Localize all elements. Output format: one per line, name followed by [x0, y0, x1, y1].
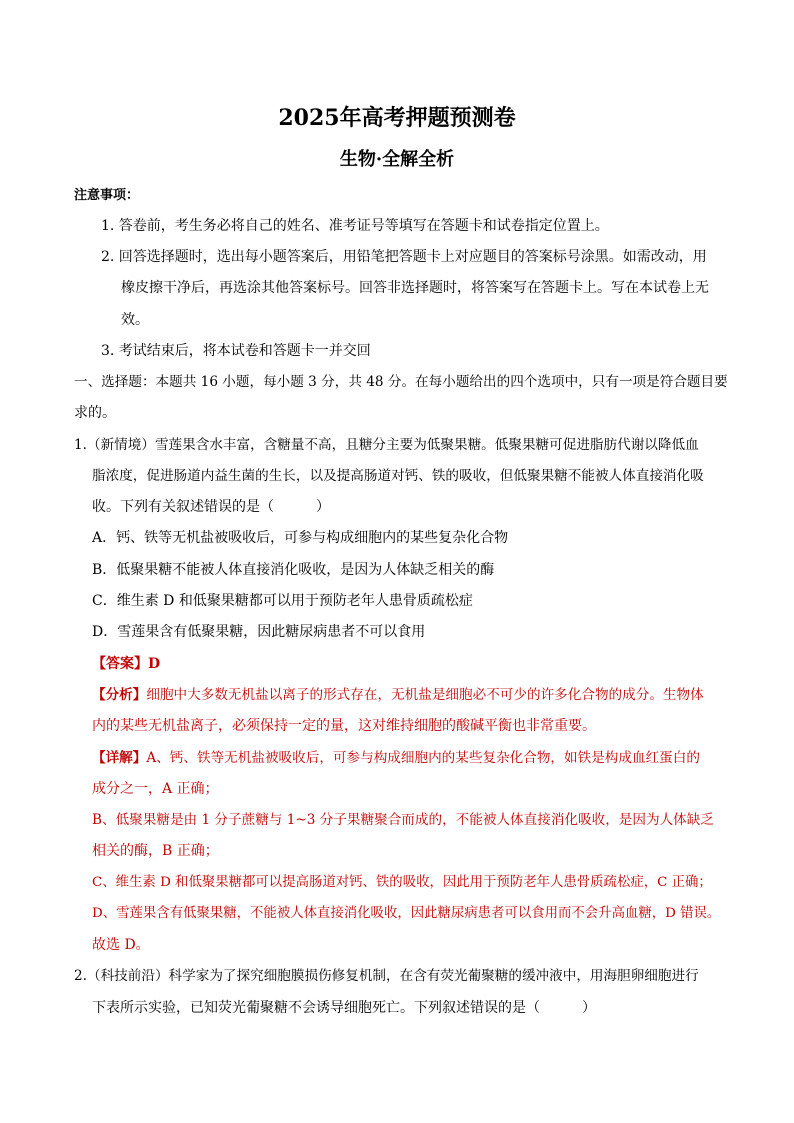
q1-stem-line-3: 收。下列有关叙述错误的是（ ）: [92, 499, 330, 515]
q1-stem-line-2: 脂浓度，促进肠道内益生菌的生长，以及提高肠道对钙、铁的吸收，但低聚果糖不能被人体直接消化吸: [92, 468, 704, 484]
q1-option-d: D．雪莲果含有低聚果糖，因此糖尿病患者不可以食用: [92, 624, 426, 640]
notice-item-3: 3. 考试结束后，将本试卷和答题卡一并交回: [101, 343, 371, 359]
answer-value: D: [148, 656, 161, 672]
q1-answer: [92, 654, 160, 674]
q1-detail-line-4: 相关的酶，B 正确；: [92, 843, 219, 859]
notice-item-2-cont: 橡皮擦干净后，再选涂其他答案标号。回答非选择题时，将答案写在答题卡上。写在本试卷上无: [121, 280, 709, 296]
page-subtitle: 生物·全解全析: [339, 149, 455, 170]
q1-analysis-line-2: 内的某些无机盐离子，必须保持一定的量，这对维持细胞的酸碱平衡也非常重要。: [92, 718, 596, 734]
section-heading-cont: 求的。: [74, 405, 116, 421]
analysis-text-1: 细胞中大多数无机盐以离子的形式存在，无机盐是细胞必不可少的许多化合物的成分。生物体: [146, 687, 704, 703]
q1-detail-line-6: D、雪莲果含有低聚果糖，不能被人体直接消化吸收，因此糖尿病患者可以食用而不会升高血糖，D 错误。: [92, 906, 721, 921]
section-heading: 一、选择题：本题共 16 小题，每小题 3 分，共 48 分。在每小题给出的四个选项中，只有一项是符合题目要: [74, 374, 728, 390]
q1-detail-line-2: 成分之一，A 正确；: [92, 781, 219, 797]
q1-detail: [92, 748, 700, 768]
notice-item-1: 1. 答卷前，考生务必将自己的姓名、准考证号等填写在答题卡和试卷指定位置上。: [101, 218, 609, 234]
q2-stem-line-2: 下表所示实验，已知荧光葡聚糖不会诱导细胞死亡。下列叙述错误的是（ ）: [92, 1000, 596, 1016]
notice-heading: 注意事项：: [74, 188, 140, 203]
answer-label: 【答案】: [92, 656, 148, 672]
q1-stem-line-1: 1.（新情境）雪莲果含水丰富，含糖量不高，且糖分主要为低聚果糖。低聚果糖可促进脂肪代谢以降低血: [74, 437, 699, 453]
notice-item-2-end: 效。: [121, 312, 149, 328]
q1-detail-line-5: C、维生素 D 和低聚果糖都可以提高肠道对钙、铁的吸收，因此用于预防老年人患骨质疏松症，C 正确；: [92, 875, 712, 890]
q1-option-b: B．低聚果糖不能被人体直接消化吸收，是因为人体缺乏相关的酶: [92, 562, 495, 578]
q2-stem-line-1: 2.（科技前沿）科学家为了探究细胞膜损伤修复机制，在含有荧光葡聚糖的缓冲液中，用海胆卵细胞进行: [74, 968, 699, 984]
page-title: 2025年高考押题预测卷: [278, 105, 516, 131]
q1-option-c: C．维生素 D 和低聚果糖都可以用于预防老年人患骨质疏松症: [92, 593, 473, 609]
detail-label: 【详解】: [92, 750, 147, 766]
analysis-label: 【分析】: [92, 687, 147, 703]
notice-item-2: 2. 回答选择题时，选出每小题答案后，用铅笔把答题卡上对应题目的答案标号涂黑。如需改动，用: [101, 249, 707, 265]
q1-option-a: A．钙、铁等无机盐被吸收后，可参与构成细胞内的某些复杂化合物: [92, 530, 509, 546]
q1-detail-line-7: 故选 D。: [92, 937, 150, 953]
q1-detail-line-3: B、低聚果糖是由 1 分子蔗糖与 1~3 分子果糖聚合而成的，不能被人体直接消化吸收，是因为人体缺乏: [92, 812, 714, 828]
detail-text-1: A、钙、铁等无机盐被吸收后，可参与构成细胞内的某些复杂化合物，如铁是构成血红蛋白的: [146, 750, 700, 766]
q1-analysis: [92, 685, 704, 705]
